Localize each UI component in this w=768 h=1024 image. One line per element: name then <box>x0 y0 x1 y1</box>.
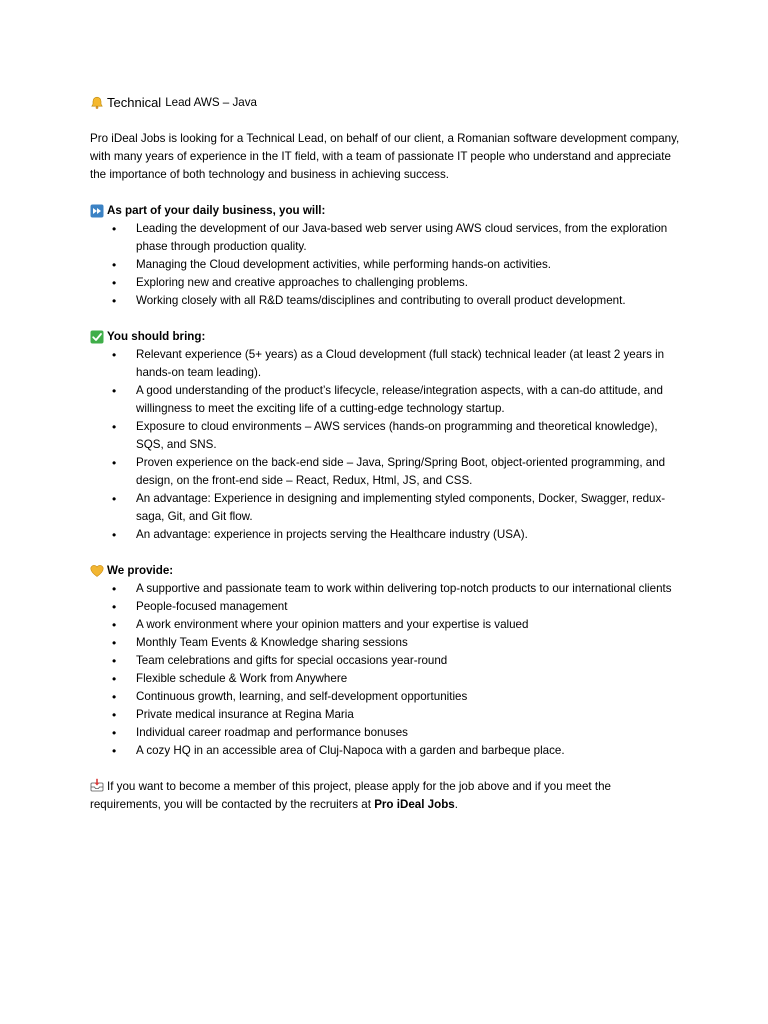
yellow-heart-icon <box>90 564 104 578</box>
benefits-heading-text: We provide: <box>107 564 174 577</box>
responsibilities-heading <box>90 202 680 220</box>
list-item: • An advantage: experience in projects serving the Healthcare industry (USA). <box>136 526 680 544</box>
responsibilities-list <box>90 220 680 310</box>
list-item: • Flexible schedule & Work from Anywhere <box>136 670 680 688</box>
list-item: • Individual career roadmap and performance bonuses <box>136 724 680 742</box>
list-item: • Working closely with all R&D teams/disciplines and contributing to overall product development. <box>136 292 680 310</box>
list-item: • Proven experience on the back-end side – Java, Spring/Spring Boot, object-oriented programming, and design, on the front-end side – React, Redux, Html, JS, and CSS. <box>136 454 680 490</box>
document-page <box>90 94 680 814</box>
list-item: • Relevant experience (5+ years) as a Cloud development (full stack) technical leader (at least 2 years in hands-on team leading). <box>136 346 680 382</box>
list-item: • Private medical insurance at Regina Maria <box>136 706 680 724</box>
closing-company: Pro iDeal Jobs <box>374 798 455 811</box>
closing-paragraph <box>90 778 680 814</box>
list-item: • Team celebrations and gifts for special occasions year-round <box>136 652 680 670</box>
inbox-tray-icon <box>90 778 104 792</box>
list-item: • Leading the development of our Java-based web server using AWS cloud services, from the exploration phase through production quality. <box>136 220 680 256</box>
fast-forward-icon <box>90 204 104 218</box>
list-item: • A work environment where your opinion matters and your expertise is valued <box>136 616 680 634</box>
list-item: • Monthly Team Events & Knowledge sharing sessions <box>136 634 680 652</box>
requirements-list <box>90 346 680 544</box>
list-item: • An advantage: Experience in designing and implementing styled components, Docker, Swagger, redux-saga, Git, and Git flow. <box>136 490 680 526</box>
list-item: • People-focused management <box>136 598 680 616</box>
benefits-heading <box>90 562 680 580</box>
list-item: • A good understanding of the product’s lifecycle, release/integration aspects, with a can-do attitude, and willingness to meet the exciting life of a cutting-edge technology startup. <box>136 382 680 418</box>
intro-paragraph: Pro iDeal Jobs is looking for a Technical Lead, on behalf of our client, a Romanian software development company, with many years of experience in the IT field, with a team of passionate IT people who understand and appreciate the importance of both technology and business in achieving success. <box>90 132 680 181</box>
list-item: • Continuous growth, learning, and self-development opportunities <box>136 688 680 706</box>
benefits-list <box>90 580 680 760</box>
list-item: • Managing the Cloud development activities, while performing hands-on activities. <box>136 256 680 274</box>
closing-end: . <box>454 798 458 811</box>
job-title <box>90 94 680 112</box>
check-mark-icon <box>90 330 104 344</box>
requirements-heading <box>90 328 680 346</box>
title-part-1: Technical <box>107 95 162 110</box>
list-item: • A cozy HQ in an accessible area of Cluj-Napoca with a garden and barbeque place. <box>136 742 680 760</box>
bell-icon <box>90 96 104 110</box>
title-part-2: Lead AWS – Java <box>165 96 257 109</box>
closing-text: If you want to become a member of this project, please apply for the job above and if you meet the requirements, you will be contacted by the recruiters at <box>90 780 611 811</box>
list-item: • Exposure to cloud environments – AWS services (hands-on programming and theoretical knowledge), SQS, and SNS. <box>136 418 680 454</box>
responsibilities-heading-text: As part of your daily business, you will: <box>107 204 326 217</box>
list-item: • Exploring new and creative approaches to challenging problems. <box>136 274 680 292</box>
list-item: • A supportive and passionate team to work within delivering top-notch products to our international clients <box>136 580 680 598</box>
requirements-heading-text: You should bring: <box>107 330 206 343</box>
